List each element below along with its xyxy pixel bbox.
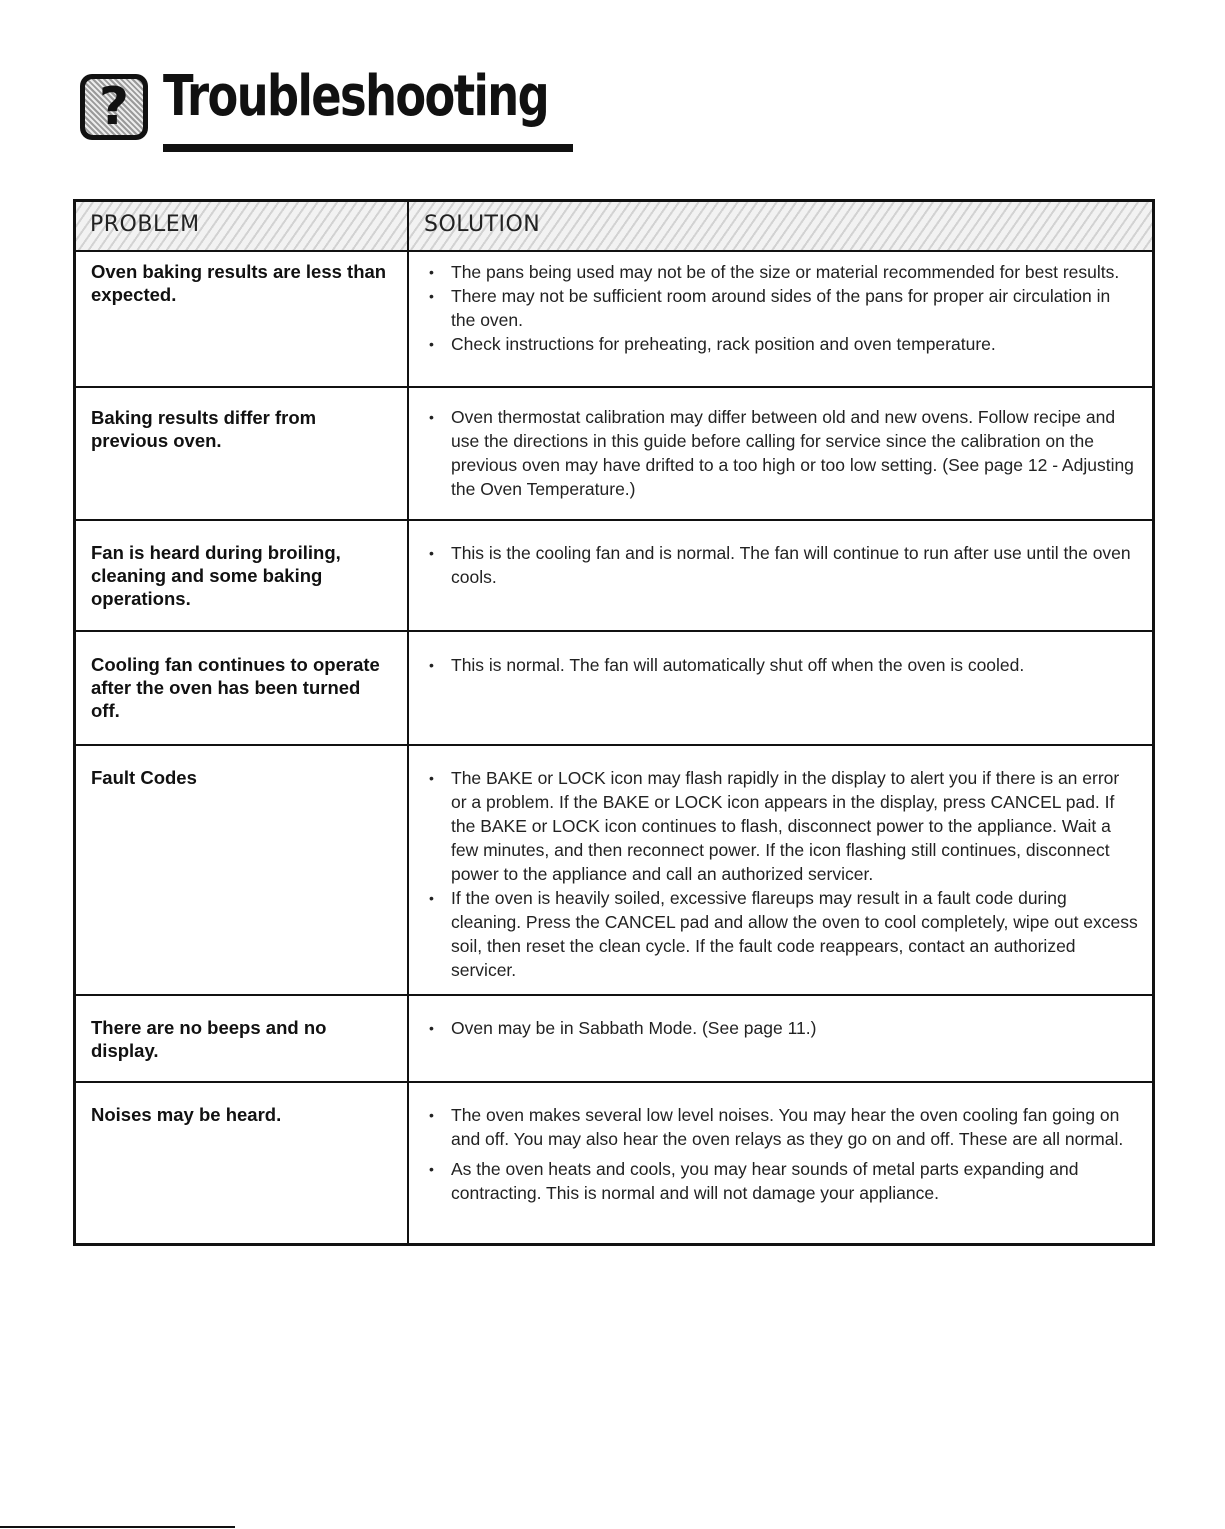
footer-rule — [0, 1526, 235, 1528]
solution-list — [429, 405, 1139, 501]
solution-list — [429, 1016, 1139, 1040]
table-row — [76, 746, 1152, 996]
solution-item: • The BAKE or LOCK icon may flash rapidly in the display to alert you if there is an error or a problem. If the BAKE or LOCK icon appears in the display, press CANCEL pad. If the BAKE or LOCK icon continues to flash, disconnect power to the appliance. Wait a few minutes, and then reconnect power. If the icon flashing still continues, disconnect power to the appliance and call an authorized servicer. — [429, 766, 1139, 886]
solution-item: • The pans being used may not be of the size or material recommended for best results. — [429, 260, 1139, 284]
table-row — [76, 521, 1152, 632]
solution-item: • Check instructions for preheating, rack position and oven temperature. — [429, 332, 1139, 356]
solution-item: • The oven makes several low level noises. You may hear the oven cooling fan going on and off. You may also hear the oven relays as they go on and off. These are all normal. — [429, 1103, 1139, 1151]
question-mark-icon: ? — [80, 74, 148, 140]
column-header-problem: PROBLEM — [90, 212, 200, 237]
solution-list — [429, 260, 1139, 356]
table-row — [76, 996, 1152, 1083]
problem-text: Fault Codes — [91, 767, 197, 788]
column-header-solution: SOLUTION — [424, 212, 541, 237]
solution-list — [429, 766, 1139, 982]
problem-text: There are no beeps and no display. — [91, 1017, 327, 1061]
solution-item: • Oven thermostat calibration may differ between old and new ovens. Follow recipe and use the directions in this guide before calling for service since the calibration on the previous oven may have drifted to a too high or too low setting. (See page 12 - Adjusting the Oven Temperature.) — [429, 405, 1139, 501]
page-title: Troubleshooting — [163, 64, 549, 129]
table-row — [76, 632, 1152, 746]
problem-text: Noises may be heard. — [91, 1104, 282, 1125]
table-row — [76, 250, 1152, 388]
problem-text: Fan is heard during broiling, cleaning and some baking operations. — [91, 542, 341, 609]
solution-item: • As the oven heats and cools, you may hear sounds of metal parts expanding and contracting. This is normal and will not damage your appliance. — [429, 1157, 1139, 1205]
solution-item: • This is the cooling fan and is normal. The fan will continue to run after use until the oven cools. — [429, 541, 1139, 589]
table-row — [76, 388, 1152, 521]
troubleshooting-table — [73, 199, 1155, 1246]
solution-item: • This is normal. The fan will automatically shut off when the oven is cooled. — [429, 653, 1139, 677]
solution-list — [429, 1103, 1139, 1205]
solution-list — [429, 541, 1139, 589]
solution-list — [429, 653, 1139, 677]
solution-item: • There may not be sufficient room around sides of the pans for proper air circulation in the oven. — [429, 284, 1139, 332]
solution-item: • If the oven is heavily soiled, excessive flareups may result in a fault code during cleaning. Press the CANCEL pad and allow the oven to cool completely, wipe out excess soil, then reset the clean cycle. If the fault code reappears, contact an authorized servicer. — [429, 886, 1139, 982]
problem-text: Cooling fan continues to operate after the oven has been turned off. — [91, 654, 380, 721]
table-header — [76, 202, 1152, 252]
title-underline — [163, 144, 573, 152]
table-row — [76, 1083, 1152, 1243]
problem-text: Oven baking results are less than expected. — [91, 261, 387, 305]
problem-text: Baking results differ from previous oven. — [91, 407, 317, 451]
solution-item: • Oven may be in Sabbath Mode. (See page 11.) — [429, 1016, 1139, 1040]
